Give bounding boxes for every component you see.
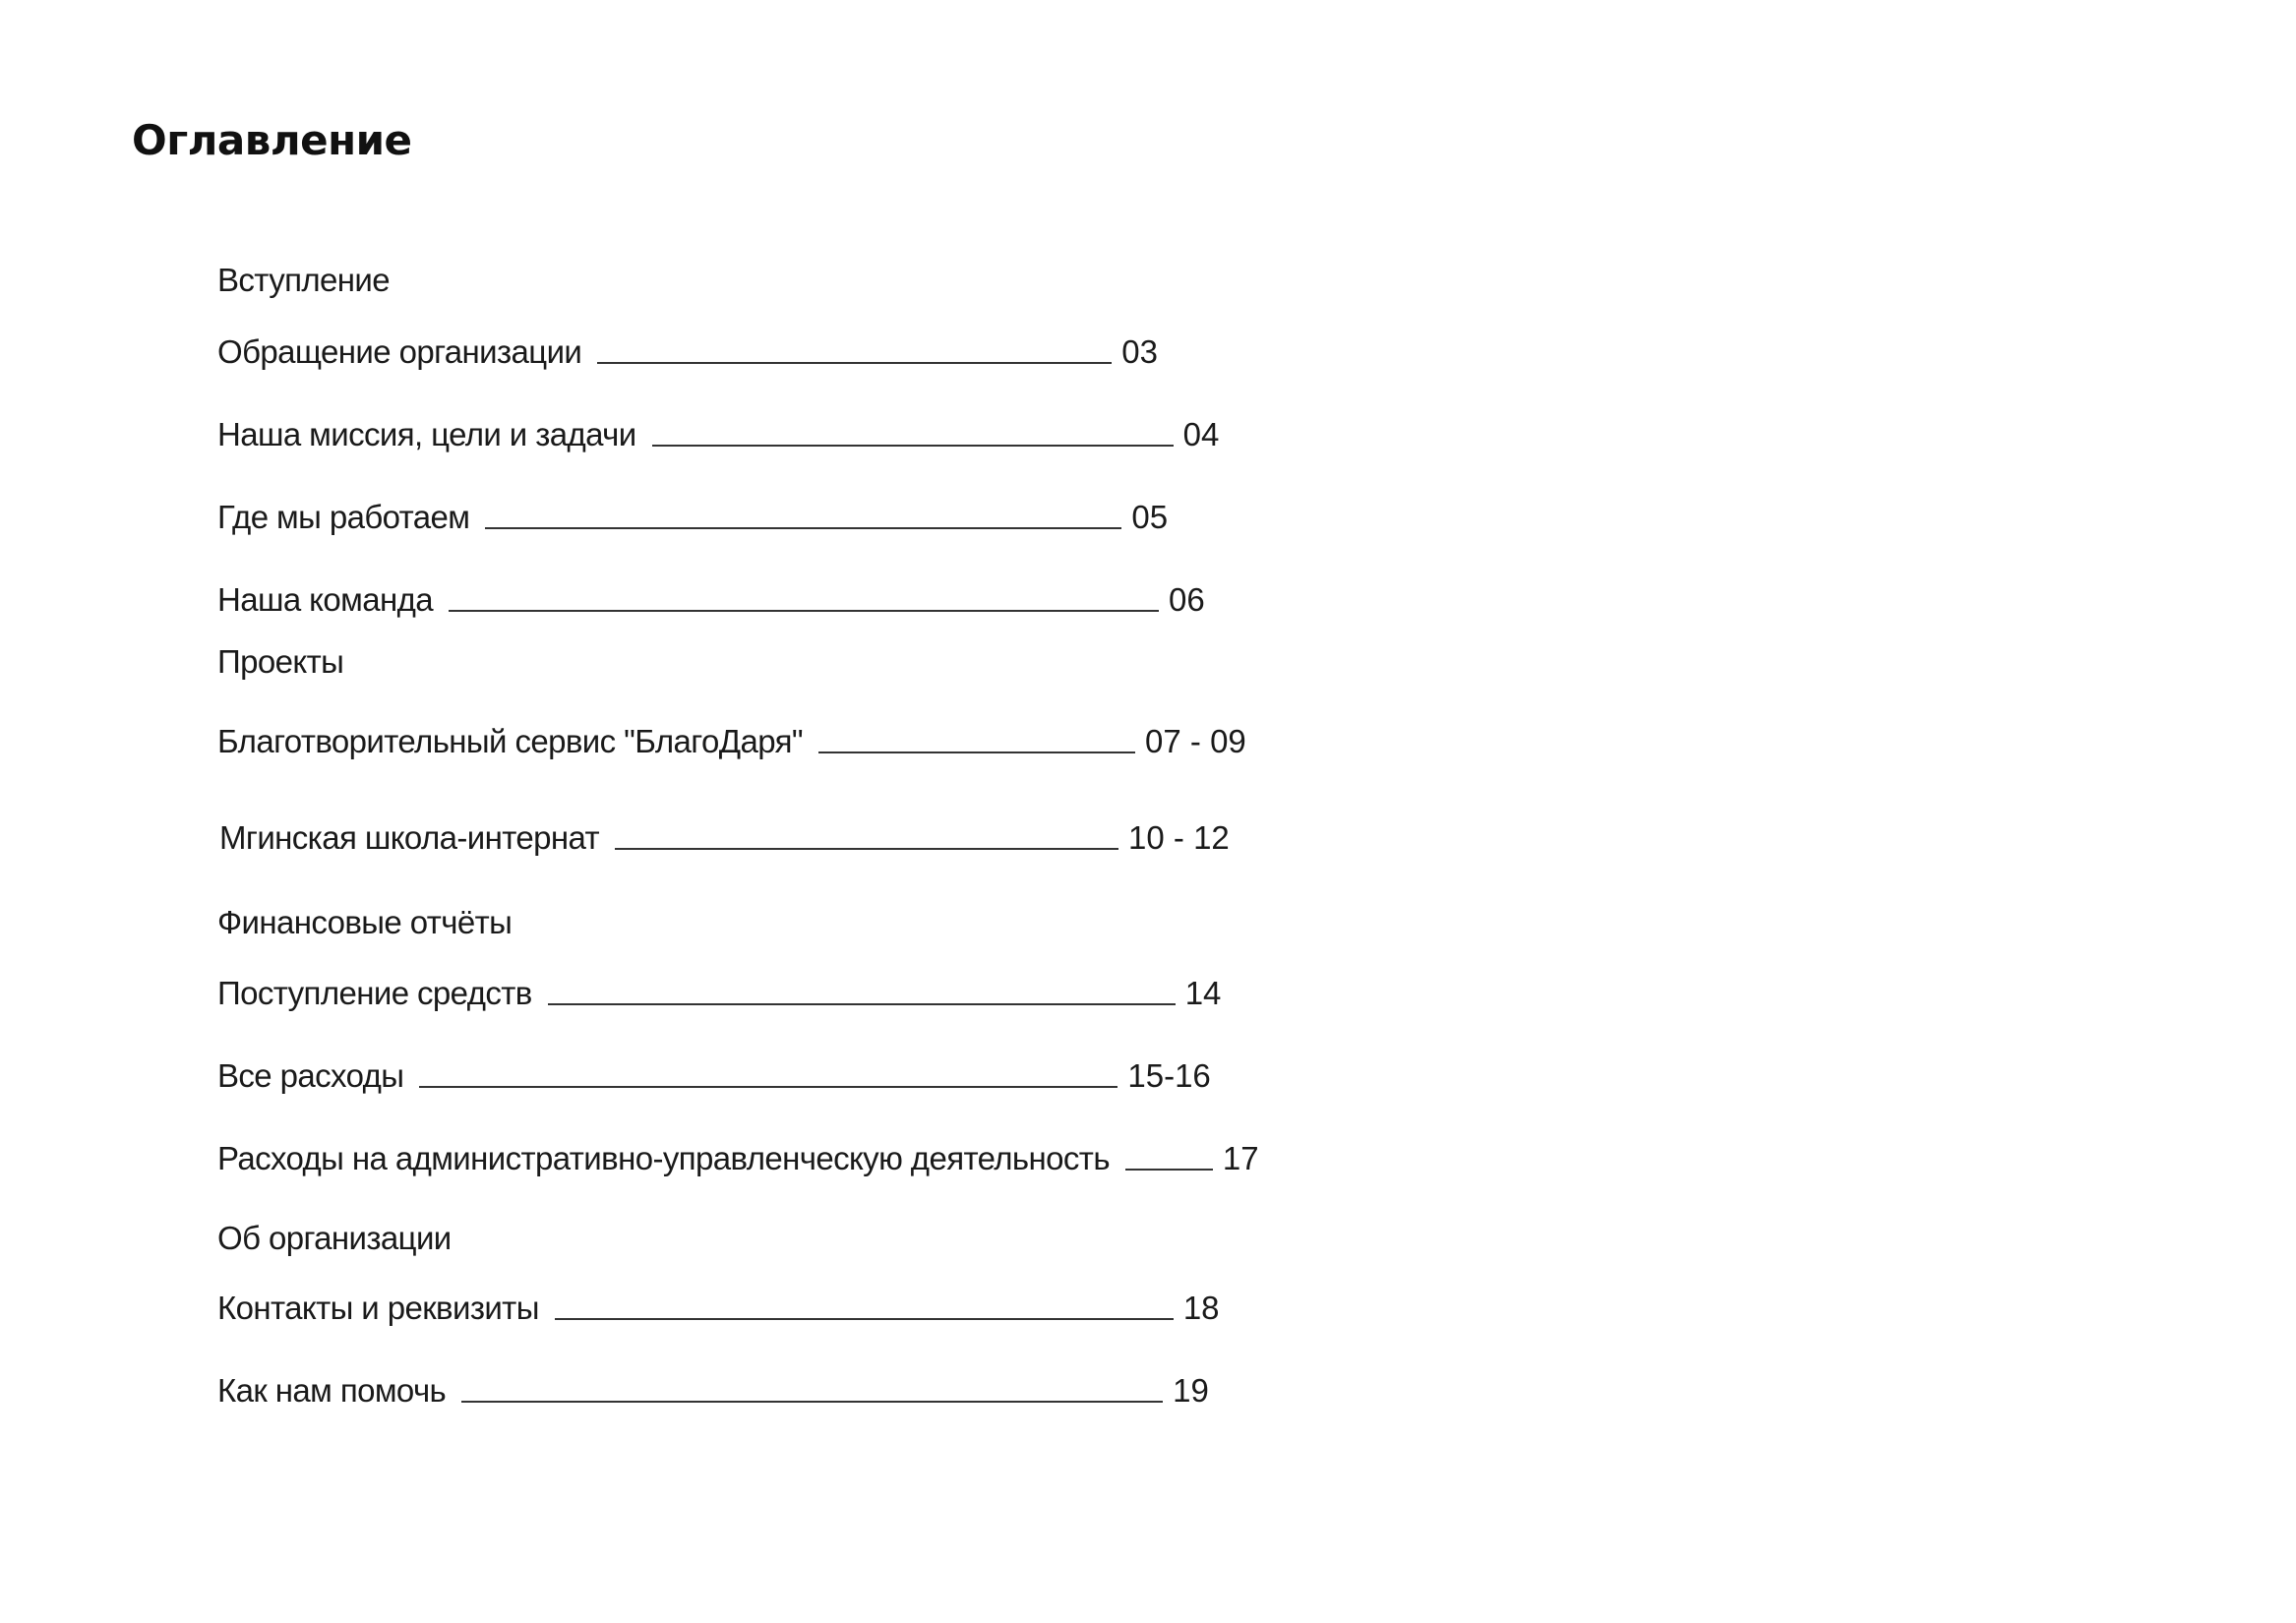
toc-entry-label: Как нам помочь <box>217 1372 447 1409</box>
toc-entry-page: 18 <box>1182 1290 1220 1326</box>
toc-entry[interactable] <box>217 1135 1259 1174</box>
dot-leader <box>597 362 1112 364</box>
dot-leader <box>548 1003 1176 1005</box>
toc-entry-page: 03 <box>1121 333 1158 370</box>
dot-leader <box>449 610 1159 612</box>
toc-entry-page: 10 - 12 <box>1128 819 1230 856</box>
toc-entry-label: Благотворительный сервис "БлагоДаря" <box>217 723 804 759</box>
toc-entry-label: Наша миссия, цели и задачи <box>217 416 636 452</box>
toc-entry-page: 15-16 <box>1127 1057 1211 1094</box>
toc-entry[interactable] <box>217 1367 1209 1407</box>
dot-leader <box>818 751 1135 753</box>
toc-entry-page: 06 <box>1169 581 1205 618</box>
toc-entry[interactable] <box>217 970 1221 1009</box>
toc-entry[interactable] <box>217 718 1246 757</box>
dot-leader <box>1125 1169 1213 1171</box>
toc-entry-page: 05 <box>1131 499 1169 535</box>
toc-entry-label: Обращение организации <box>217 333 582 370</box>
dot-leader <box>555 1318 1174 1320</box>
dot-leader <box>461 1401 1163 1403</box>
toc-entry[interactable] <box>217 576 1205 616</box>
toc-entry-label: Где мы работаем <box>217 499 470 535</box>
toc-entry-page: 07 - 09 <box>1145 723 1246 759</box>
toc-entry-page: 04 <box>1182 416 1220 452</box>
page-title: Оглавление <box>132 116 412 164</box>
toc-entry[interactable] <box>217 494 1168 533</box>
toc-entry[interactable] <box>217 1285 1220 1324</box>
section-heading-finance: Финансовые отчёты <box>217 904 513 940</box>
toc-entry[interactable] <box>217 1052 1211 1092</box>
section-heading-about: Об организации <box>217 1220 452 1256</box>
toc-entry-page: 17 <box>1222 1140 1259 1176</box>
toc-entry-label: Наша команда <box>217 581 434 618</box>
toc-entry[interactable] <box>217 329 1158 368</box>
section-heading-intro: Вступление <box>217 262 390 298</box>
dot-leader <box>652 445 1174 447</box>
dot-leader <box>419 1086 1118 1088</box>
toc-entry-label: Контакты и реквизиты <box>217 1290 539 1326</box>
dot-leader <box>485 527 1121 529</box>
toc-entry[interactable] <box>217 411 1219 451</box>
toc-entry-page: 14 <box>1184 975 1222 1011</box>
toc-entry[interactable] <box>219 814 1230 854</box>
toc-entry-page: 19 <box>1173 1372 1209 1409</box>
dot-leader <box>615 848 1118 850</box>
toc-entry-label: Мгинская школа-интернат <box>219 819 600 856</box>
section-heading-projects: Проекты <box>217 643 344 680</box>
toc-entry-label: Расходы на административно-управленческую деятельность <box>217 1140 1110 1176</box>
toc-entry-label: Все расходы <box>217 1057 404 1094</box>
toc-entry-label: Поступление средств <box>217 975 532 1011</box>
